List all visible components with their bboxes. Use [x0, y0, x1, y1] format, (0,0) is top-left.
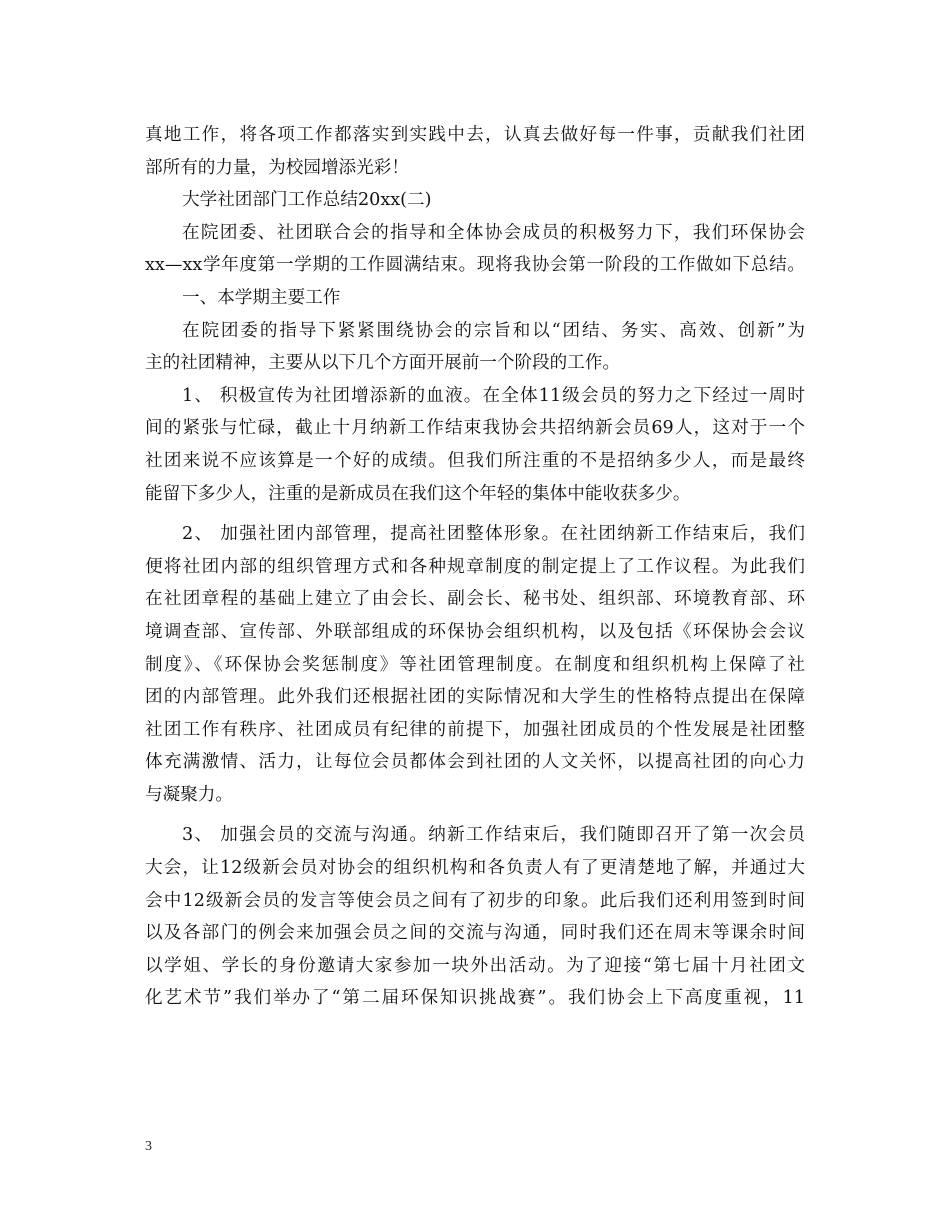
text-line: 境调查部、宣传部、外联部组成的环保协会组织机构，以及包括《环保协会会议 — [145, 621, 805, 642]
text-line: 3、 加强会员的交流与沟通。纳新工作结束后，我们随即召开了第一次会员 — [182, 825, 805, 846]
text-line: 在院团委的指导下紧紧围绕协会的宗旨和以“团结、务实、高效、创新”为 — [182, 320, 805, 341]
section-heading: 一、本学期主要工作 — [182, 287, 341, 308]
text-line: 2、 加强社团内部管理，提高社团整体形象。在社团纳新工作结束后，我们 — [182, 524, 805, 545]
text-line: 部所有的力量，为校园增添光彩！ — [145, 157, 409, 178]
text-line: 体充满激情、活力，让每位会员都体会到社团的人文关怀，以提高社团的向心力 — [145, 752, 805, 773]
section-heading: 大学社团部门工作总结20xx(二) — [182, 190, 432, 211]
text-line: 与凝聚力。 — [145, 784, 233, 805]
text-line: 能留下多少人，注重的是新成员在我们这个年轻的集体中能收获多少。 — [145, 483, 691, 504]
text-line: 主的社团精神，主要从以下几个方面开展前一个阶段的工作。 — [145, 353, 621, 374]
text-line: 以及各部门的例会来加强会员之间的交流与沟通，同时我们还在周末等课余时间 — [145, 923, 805, 944]
text-line: 社团工作有秩序、社团成员有纪律的前提下，加强社团成员的个性发展是社团整 — [145, 719, 805, 740]
text-line: 以学姐、学长的身份邀请大家参加一块外出活动。为了迎接“第七届十月社团文 — [145, 955, 805, 976]
text-line: 团的内部管理。此外我们还根据社团的实际情况和大学生的性格特点提出在保障 — [145, 687, 805, 708]
text-line: 间的紧张与忙碌，截止十月纳新工作结束我协会共招纳新会员69人，这对于一个 — [145, 418, 805, 439]
text-line: 真地工作，将各项工作都落实到实践中去，认真去做好每一件事，贡献我们社团 — [145, 125, 805, 145]
page-number: 3 — [145, 1139, 152, 1154]
text-line: 在院团委、社团联合会的指导和全体协会成员的积极努力下，我们环保协会 — [182, 222, 805, 243]
text-line: 1、 积极宣传为社团增添新的血液。在全体11级会员的努力之下经过一周时 — [182, 385, 805, 406]
text-line: 大会，让12级新会员对协会的组织机构和各负责人有了更清楚地了解，并通过大 — [145, 858, 805, 879]
text-line: 会中12级新会员的发言等使会员之间有了初步的印象。此后我们还利用签到时间 — [145, 890, 805, 911]
text-line: 社团来说不应该算是一个好的成绩。但我们所注重的不是招纳多少人，而是最终 — [145, 450, 805, 471]
text-line: 便将社团内部的组织管理方式和各种规章制度的制定提上了工作议程。为此我们 — [145, 556, 805, 577]
text-line: 制度》、《环保协会奖惩制度》等社团管理制度。在制度和组织机构上保障了社 — [145, 654, 805, 675]
text-line: xx—xx学年度第一学期的工作圆满结束。现将我协会第一阶段的工作做如下总结。 — [145, 255, 805, 276]
text-line: 化艺术节”我们举办了“第二届环保知识挑战赛”。我们协会上下高度重视，11 — [145, 988, 805, 1009]
document-body — [145, 119, 805, 1015]
text-line: 在社团章程的基础上建立了由会长、副会长、秘书处、组织部、环境教育部、环 — [145, 589, 805, 610]
